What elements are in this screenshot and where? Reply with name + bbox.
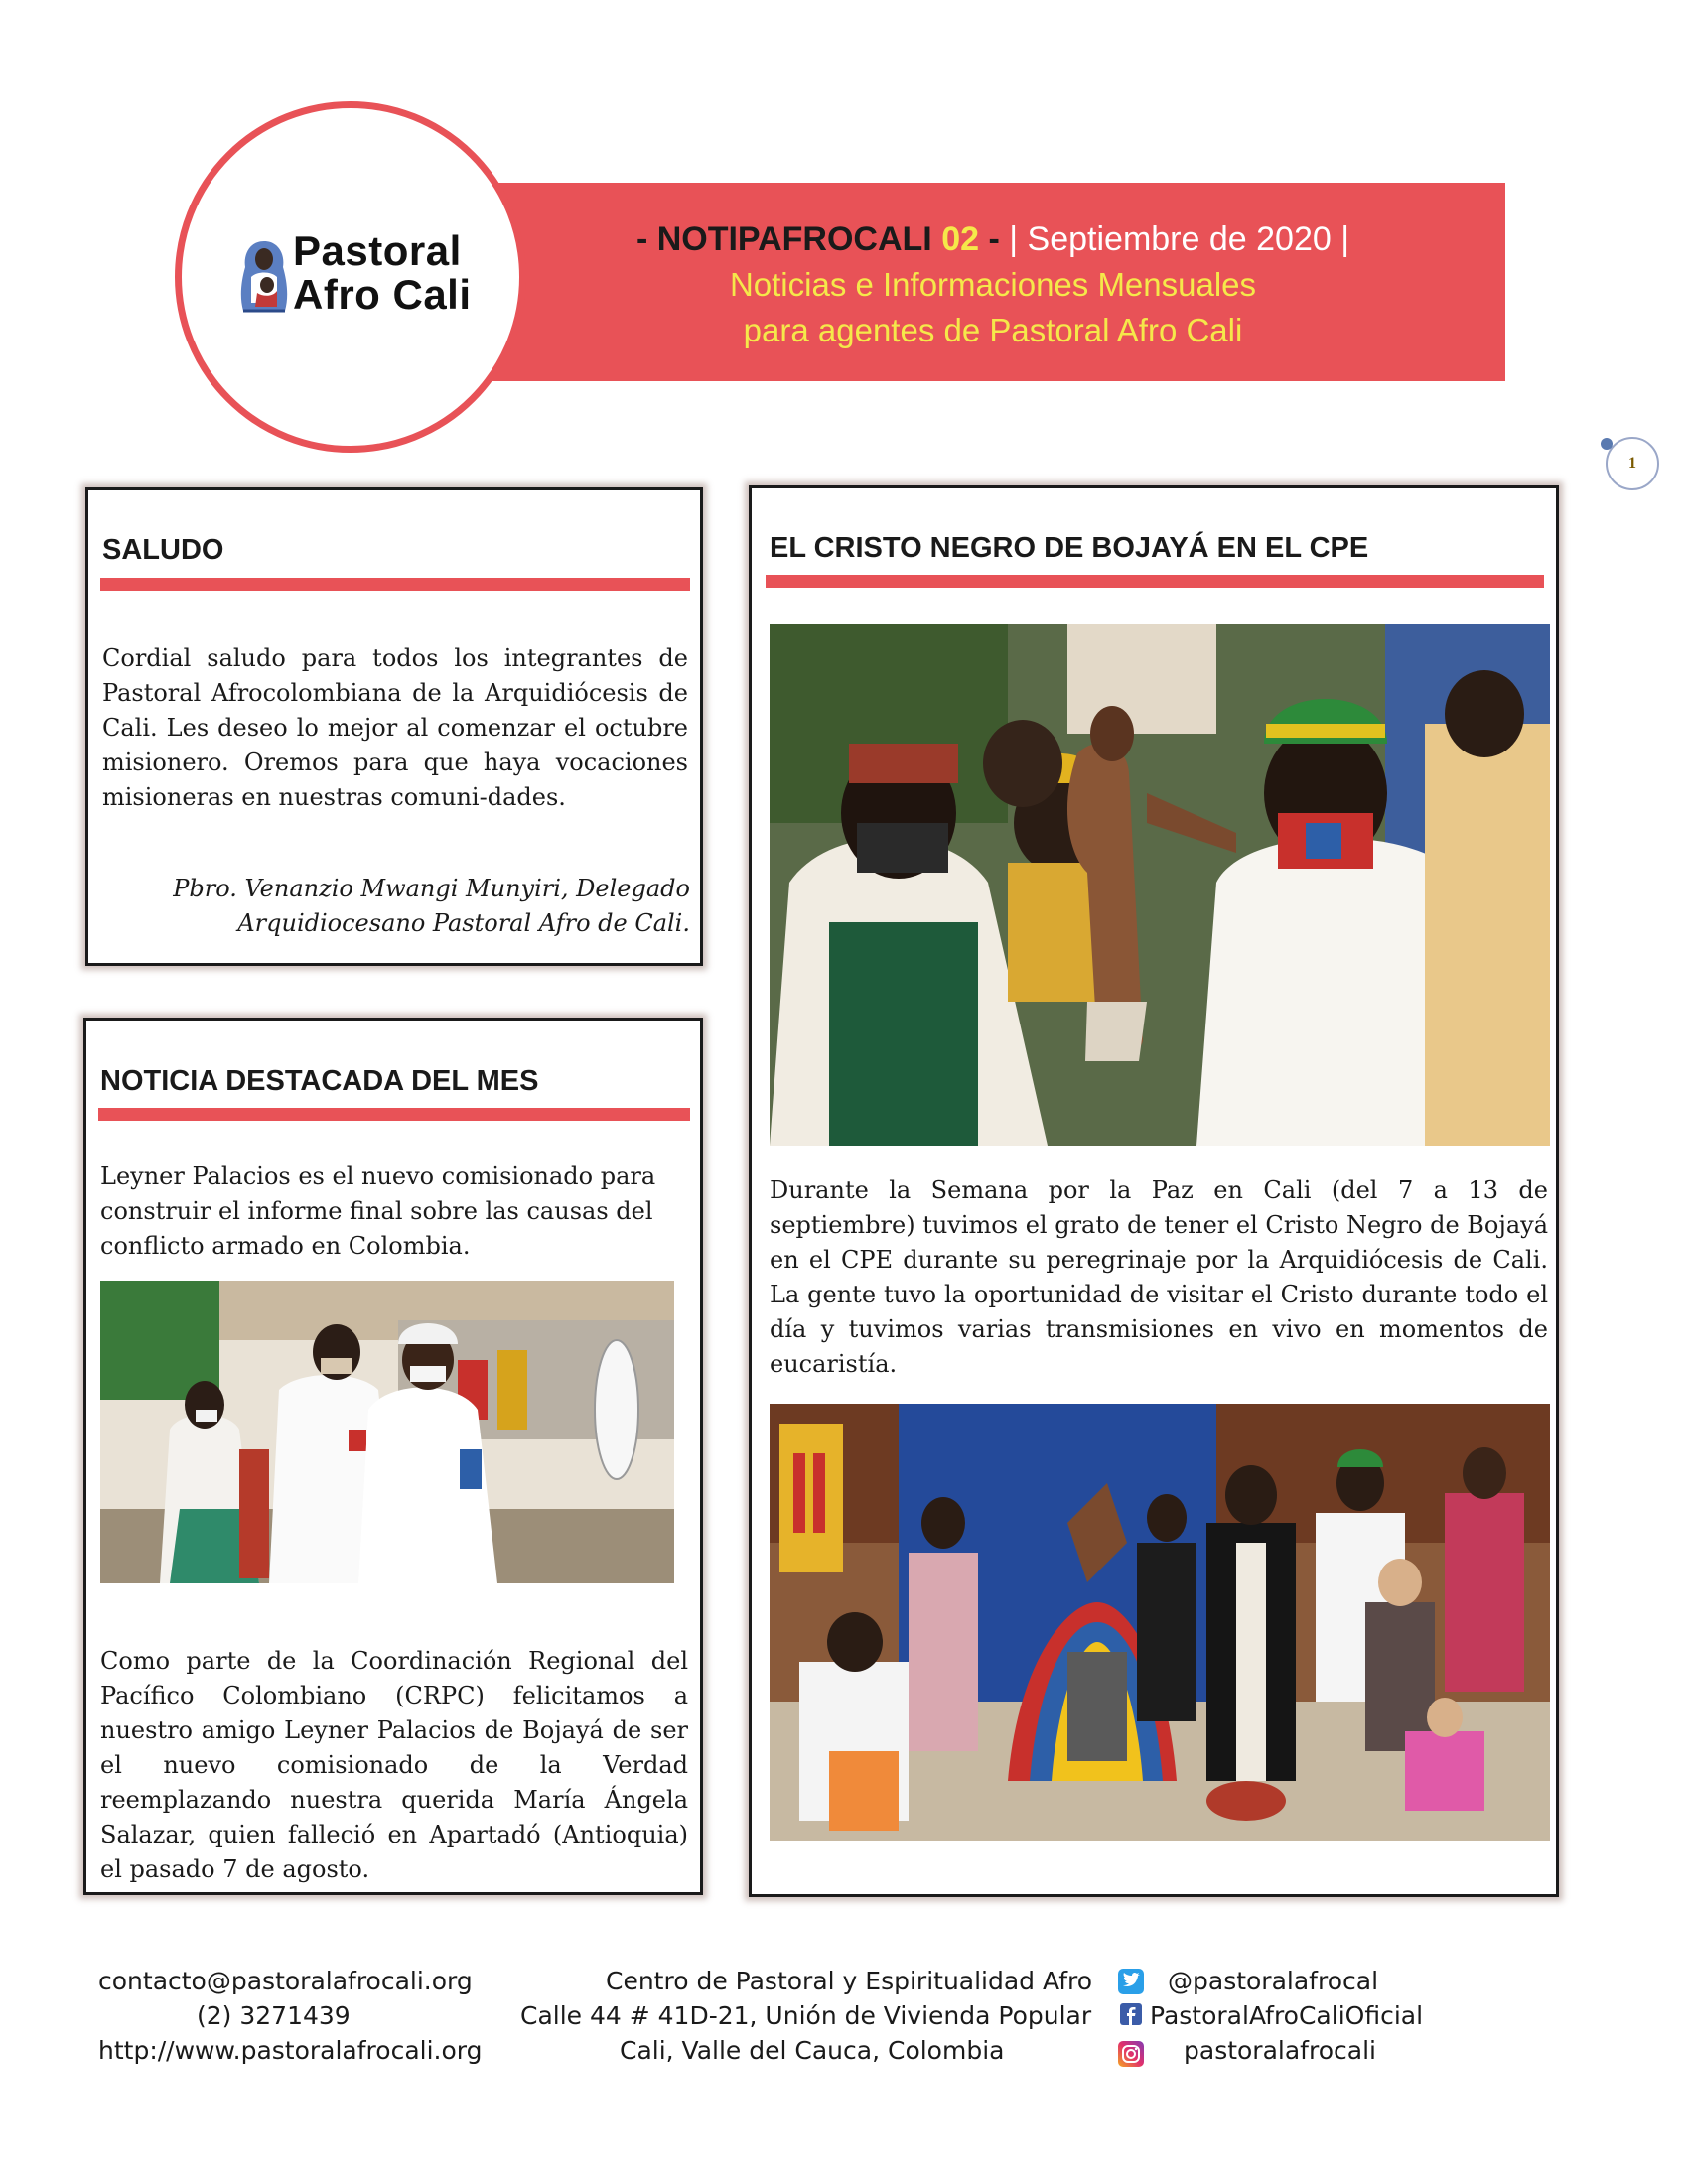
banner-text xyxy=(546,216,1440,353)
cristo-box xyxy=(749,485,1559,1897)
cristo-title: EL CRISTO NEGRO DE BOJAYÁ EN EL CPE xyxy=(770,532,1369,564)
header-banner xyxy=(437,183,1505,381)
noticia-title: NOTICIA DESTACADA DEL MES xyxy=(100,1065,539,1097)
issue-suffix: - xyxy=(988,220,1000,258)
cristo-body: Durante la Semana por la Paz en Cali (del 7 a 13 de septiembre) tuvimos el grato de tener el Cristo Negro de Bojayá en el CPE durante su peregrinaje por la Arquidiócesis de Cali. La gente tuvo la oportunidad de visitar el Cristo durante todo el día y tuvimos varias transmisiones en vivo en momentos de eucaristía. xyxy=(770,1176,1548,1378)
logo xyxy=(175,101,526,453)
logo-text xyxy=(293,229,472,317)
saludo-signature: Pbro. Venanzio Mwangi Munyiri, Delegado Arquidiocesano Pastoral Afro de Cali. xyxy=(173,875,690,937)
footer-instagram[interactable]: pastoralafrocali xyxy=(1184,2036,1376,2065)
noticia-box xyxy=(83,1018,703,1895)
saludo-title: SALUDO xyxy=(102,534,224,566)
page-number-dot xyxy=(1601,438,1613,450)
saludo-box xyxy=(85,487,703,966)
footer-website[interactable]: http://www.pastoralafrocali.org xyxy=(98,2036,483,2065)
instagram-icon[interactable] xyxy=(1118,2041,1144,2067)
footer-twitter[interactable]: @pastoralafrocal xyxy=(1168,1967,1379,1995)
page-number: 1 xyxy=(1606,437,1659,490)
issue-date: | Septiembre de 2020 | xyxy=(1009,220,1350,258)
footer-city: Cali, Valle del Cauca, Colombia xyxy=(620,2036,1005,2065)
footer-facebook[interactable]: PastoralAfroCaliOficial xyxy=(1150,2001,1424,2030)
noticia-body: Como parte de la Coordinación Regional del Pacífico Colombiano (CRPC) felicitamos a nuestro amigo Leyner Palacios de Bojayá de ser el nuevo comisionado de la Verdad reemplazando nuestra querida María Ángela Salazar, quien falleció en Apartadó (Antioquia) el pasado 7 de agosto. xyxy=(100,1647,688,1883)
facebook-icon[interactable] xyxy=(1120,2003,1142,2025)
subtitle-line-1: Noticias e Informaciones Mensuales xyxy=(729,266,1257,303)
madonna-logo-icon xyxy=(237,237,291,315)
cristo-rule xyxy=(766,575,1544,588)
footer-center-name: Centro de Pastoral y Espiritualidad Afro xyxy=(606,1967,1093,1995)
footer-address: Calle 44 # 41D-21, Unión de Vivienda Popular xyxy=(520,2001,1092,2030)
issue-number: 02 xyxy=(941,220,980,258)
footer-phone: (2) 3271439 xyxy=(197,2001,351,2030)
saludo-body: Cordial saludo para todos los integrantes de Pastoral Afrocolombiana de la Arquidiócesis de Cali. Les deseo lo mejor al comenzar el octubre misionero. Oremos para que haya vocaciones misioneras en nuestras comuni-dades. xyxy=(102,644,688,811)
logo-line-2: Afro Cali xyxy=(293,271,472,318)
noticia-intro: Leyner Palacios es el nuevo comisionado para construir el informe final sobre las causas del conflicto armado en Colombia. xyxy=(100,1162,656,1260)
footer-email[interactable]: contacto@pastoralafrocali.org xyxy=(98,1967,473,1995)
cristo-negro-photo xyxy=(770,624,1550,1146)
twitter-icon[interactable] xyxy=(1118,1969,1144,1994)
leyner-palacios-photo xyxy=(100,1281,674,1583)
noticia-rule xyxy=(98,1108,690,1121)
logo-line-1: Pastoral xyxy=(293,227,462,274)
saludo-rule xyxy=(100,578,690,591)
newsletter-name: - NOTIPAFROCALI xyxy=(635,220,932,258)
subtitle-line-2: para agentes de Pastoral Afro Cali xyxy=(743,312,1243,348)
cpe-gathering-photo xyxy=(770,1404,1550,1841)
banner-title-line xyxy=(546,216,1440,262)
